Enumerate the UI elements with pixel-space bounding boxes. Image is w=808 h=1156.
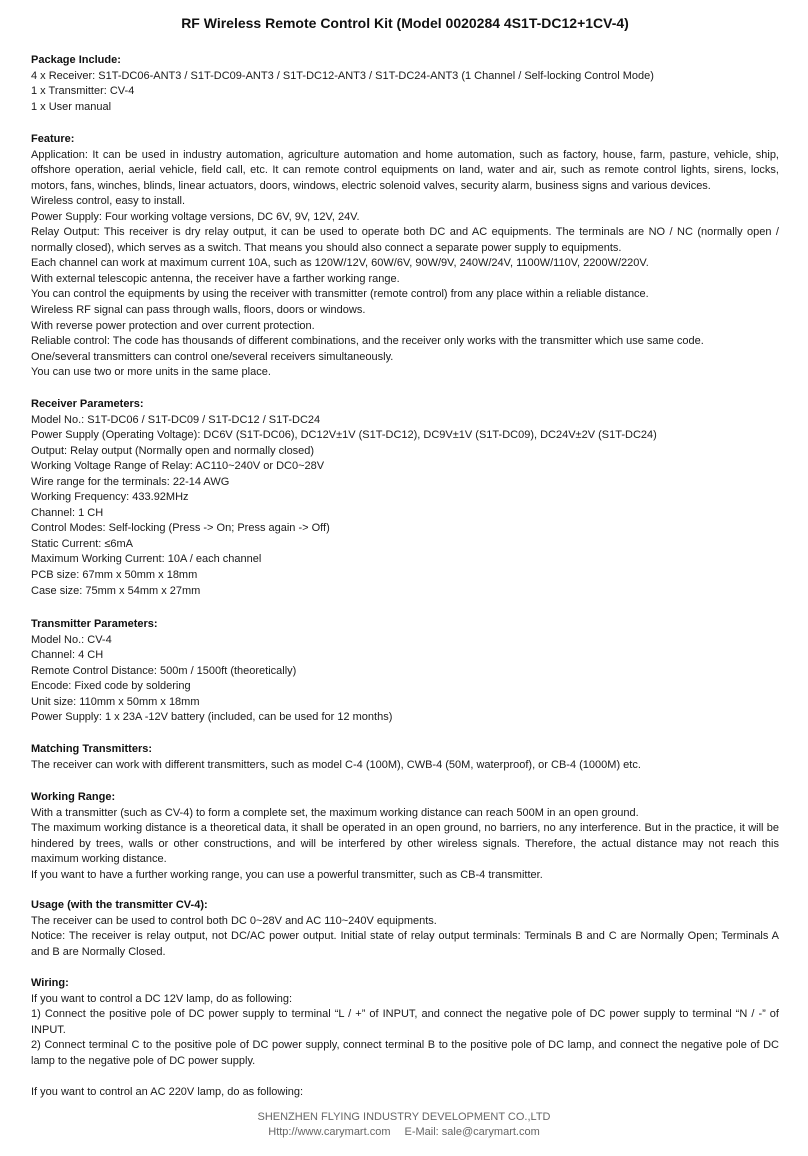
section-heading: Feature: [31,133,75,145]
range-paragraph: With a transmitter (such as CV-4) to form a complete set, the maximum working distance can reach 500M in an open ground. [31,806,639,819]
footer-contact [0,1125,808,1140]
package-section [31,53,779,115]
matching-text: The receiver can work with different transmitters, such as model C-4 (100M), CWB-4 (50M, waterproof), or CB-4 (1000M) etc. [31,758,641,771]
receiver-param: PCB size: 67mm x 50mm x 18mm [31,569,198,582]
receiver-param: Control Modes: Self-locking (Press -> On; Press again -> Off) [31,522,330,535]
section-heading: Working Range: [31,791,116,803]
section-heading: Receiver Parameters: [31,398,144,410]
feature-paragraph: Wireless control, easy to install. [31,195,186,208]
receiver-param: Power Supply (Operating Voltage): DC6V (S1T-DC06), DC12V±1V (S1T-DC12), DC9V±1V (S1T-DC09), DC24V±2V (S1T-DC24) [31,429,657,442]
footer-email: E-Mail: sale@carymart.com [404,1126,540,1138]
wiring-section [31,976,779,1100]
section-heading: Wiring: [31,977,69,989]
usage-paragraph: Notice: The receiver is relay output, not DC/AC power output. Initial state of relay output terminals: Terminals B and C are Normally Open; Terminals A and B are Normally Closed. [31,930,779,958]
section-heading: Matching Transmitters: [31,743,153,755]
section-heading: Transmitter Parameters: [31,618,158,630]
range-section [31,790,779,883]
wiring-paragraph: 2) Connect terminal C to the positive pole of DC power supply, connect terminal B to the positive pole of DC lamp, and connect the negative pole of DC lamp to the negative pole of DC power supply. [31,1039,779,1067]
feature-paragraph: Power Supply: Four working voltage versions, DC 6V, 9V, 12V, 24V. [31,210,360,223]
wiring-paragraph: If you want to control a DC 12V lamp, do as following: [31,992,293,1005]
range-paragraph: The maximum working distance is a theoretical data, it shall be operated in an open ground, no barriers, no any interference. But in the practice, it will be hindered by trees, walls or other constructions, and will be interfered by other wireless signals. Therefore, the actual distance may not reach this maximum working distance. [31,822,779,866]
receiver-param: Case size: 75mm x 54mm x 27mm [31,584,201,597]
page-title: RF Wireless Remote Control Kit (Model 0020284 4S1T-DC12+1CV-4) [181,15,629,31]
feature-section [31,132,779,381]
transmitter-param: Encode: Fixed code by soldering [31,680,191,693]
transmitter-param: Model No.: CV-4 [31,633,112,646]
feature-paragraph: With reverse power protection and over current protection. [31,319,315,332]
receiver-param: Maximum Working Current: 10A / each channel [31,553,262,566]
feature-paragraph: Relay Output: This receiver is dry relay output, it can be used to operate both DC and AC equipments. The terminals are NO / NC (normally open / normally closed), which serves as a switch. That means you should also connect a separate power supply to equipments. [31,226,779,254]
wiring-paragraph: 1) Connect the positive pole of DC power supply to terminal “L / +” of INPUT, and connect the negative pole of DC power supply to terminal “N / -” of INPUT. [31,1008,779,1036]
footer-company: SHENZHEN FLYING INDUSTRY DEVELOPMENT CO.,LTD [257,1111,551,1123]
section-heading: Package Include: [31,54,121,66]
receiver-param: Static Current: ≤6mA [31,537,134,550]
receiver-param: Output: Relay output (Normally open and normally closed) [31,444,315,457]
range-paragraph: If you want to have a further working range, you can use a powerful transmitter, such as CB-4 transmitter. [31,868,543,881]
page-footer [0,1110,808,1140]
transmitter-param: Channel: 4 CH [31,649,104,662]
paragraph-spacer [31,1069,779,1085]
package-item: 1 x User manual [31,100,112,113]
receiver-param: Model No.: S1T-DC06 / S1T-DC09 / S1T-DC12 / S1T-DC24 [31,413,321,426]
receiver-param: Wire range for the terminals: 22-14 AWG [31,475,230,488]
package-item: 4 x Receiver: S1T-DC06-ANT3 / S1T-DC09-ANT3 / S1T-DC12-ANT3 / S1T-DC24-ANT3 (1 Channel / Self-locking Control Mode) [31,69,654,82]
usage-section [31,898,779,960]
section-heading: Usage (with the transmitter CV-4): [31,899,208,911]
wiring-paragraph: If you want to control an AC 220V lamp, do as following: [31,1085,304,1098]
usage-paragraph: The receiver can be used to control both DC 0~28V and AC 110~240V equipments. [31,914,437,927]
feature-paragraph: Each channel can work at maximum current 10A, such as 120W/12V, 60W/6V, 90W/9V, 240W/24V, 1100W/110V, 2200W/220V. [31,257,649,270]
feature-paragraph: You can control the equipments by using the receiver with transmitter (remote control) from any place within a reliable distance. [31,288,649,301]
feature-paragraph: Reliable control: The code has thousands of different combinations, and the receiver only works with the transmitter which use same code. [31,335,704,348]
feature-paragraph: With external telescopic antenna, the receiver have a farther working range. [31,272,400,285]
transmitter-param: Unit size: 110mm x 50mm x 18mm [31,695,200,708]
receiver-param: Working Voltage Range of Relay: AC110~240V or DC0~28V [31,460,325,473]
transmitter-param: Power Supply: 1 x 23A -12V battery (included, can be used for 12 months) [31,711,393,724]
transmitter-param: Remote Control Distance: 500m / 1500ft (theoretically) [31,664,297,677]
footer-website: Http://www.carymart.com [268,1126,391,1138]
receiver-section [31,397,779,599]
receiver-param: Working Frequency: 433.92MHz [31,491,189,504]
feature-paragraph: Application: It can be used in industry automation, agriculture automation and home automation, such as factory, house, farm, pasture, vehicle, ship, offshore operation, aerial vehicle, field call, etc. It can remote control equipments on land, water and air, such as remote control lights, sirens, locks, motors, fans, winches, blinds, linear actuators, doors, windows, electric solenoid valves, security alarm, business signs and various devices. [31,148,779,192]
package-item: 1 x Transmitter: CV-4 [31,85,135,98]
receiver-param: Channel: 1 CH [31,506,104,519]
feature-paragraph: Wireless RF signal can pass through walls, floors, doors or windows. [31,304,366,317]
matching-section [31,742,779,773]
transmitter-section [31,617,779,726]
feature-paragraph: You can use two or more units in the same place. [31,366,271,379]
feature-paragraph: One/several transmitters can control one/several receivers simultaneously. [31,350,394,363]
